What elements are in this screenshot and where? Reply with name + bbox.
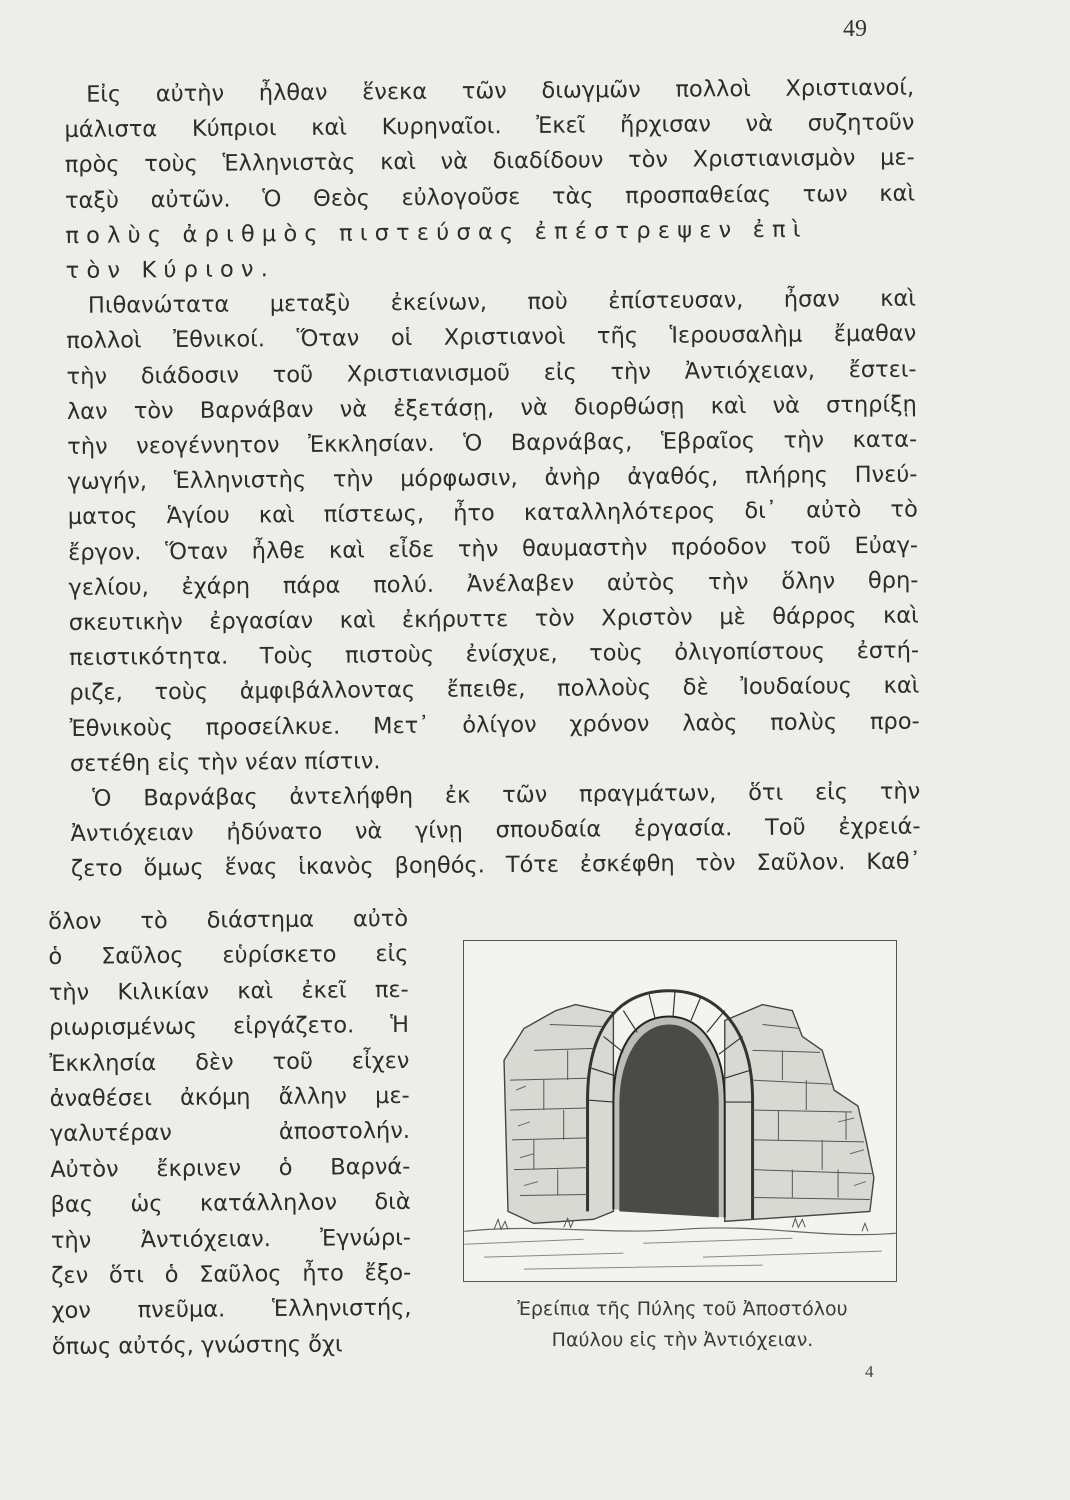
text-line: Ἐθνικοὺς προσείλκυε. Μετ᾽ ὀλίγον χρόνον λαὸς πολὺς προ- — [69, 708, 920, 742]
gate-ruins-illustration — [463, 940, 897, 1282]
text-line: γελίου, ἐχάρη πάρα πολύ. Ἀνέλαβεν αὐτὸς τὴν ὅλην θρη- — [68, 567, 919, 601]
main-text — [64, 71, 921, 888]
text-line: γαλυτέραν ἀποστολήν. — [49, 1118, 411, 1148]
text-line: τὴν νεογέννητον Ἐκκλησίαν. Ὁ Βαρνάβας, Ἑβραῖος τὴν κατα- — [67, 426, 918, 461]
text-line-spaced: πολὺς ἀριθμὸς πιστεύσας ἐπέστρεψεν ἐπὶ — [65, 216, 808, 249]
text-line: τὴν Ἀντιόχειαν. Ἐγνώρι- — [50, 1224, 412, 1254]
caption-line: Παύλου εἰς τὴν Ἀντιόχειαν. — [551, 1329, 814, 1351]
signature-mark: 4 — [865, 1362, 874, 1381]
text-line: πολλοὶ Ἐθνικοί. Ὅταν οἱ Χριστιανοὶ τῆς Ἱερουσαλὴμ ἔμαθαν — [66, 320, 917, 355]
text-line: πειστικότητα. Τοὺς πιστοὺς ἐνίσχυε, τοὺς ὀλιγοπίστους ἐστή- — [68, 637, 920, 672]
text-line: ριζε, τοὺς ἀμφιβάλλοντας ἔπειθε, πολλοὺς δὲ Ἰουδαίους καὶ — [69, 673, 920, 707]
caption-line: Ἐρείπια τῆς Πύλης τοῦ Ἀποστόλου — [517, 1298, 848, 1320]
text-line: ἀναθέσει ἀκόμη ἄλλην με- — [49, 1082, 410, 1113]
text-line: μάλιστα Κύπριοι καὶ Κυρηναῖοι. Ἐκεῖ ἤρχισαν νὰ συζητοῦν — [64, 109, 915, 144]
text-line: ὅπως αὐτός, γνώστης ὄχι — [51, 1331, 343, 1360]
text-line: ἔργον. Ὅταν ἦλθε καὶ εἶδε τὴν θαυμαστὴν πρόοδον τοῦ Εὐαγ- — [68, 532, 919, 566]
text-line: τὴν διάδοσιν τοῦ Χριστιανισμοῦ εἰς τὴν Ἀντιόχειαν, ἔστει- — [66, 356, 917, 390]
text-line: γωγήν, Ἑλληνιστὴς τὴν μόρφωσιν, ἀνὴρ ἀγαθός, πλήρης Πνεύ- — [67, 461, 918, 496]
text-line: ματος Ἁγίου καὶ πίστεως, ἦτο καταλληλότερος δι᾽ αὐτὸ τὸ — [67, 497, 918, 531]
text-line: ὅλον τὸ διάστημα αὐτὸ — [48, 905, 409, 935]
text-line: Ἀντιόχειαν ἠδύνατο νὰ γίνῃ σπουδαία ἐργασία. Τοῦ ἐχρειά- — [70, 813, 921, 848]
text-line: σκευτικὴν ἐργασίαν καὶ ἐκήρυττε τὸν Χριστὸν μὲ θάρρος καὶ — [68, 602, 919, 637]
text-line: Ἐκκλησία δὲν τοῦ εἶχεν — [49, 1047, 410, 1077]
text-line: ταξὺ αὐτῶν. Ὁ Θεὸς εὐλογοῦσε τὰς προσπαθείας των καὶ — [64, 180, 916, 214]
gate-ruins-drawing — [464, 941, 896, 1281]
text-line: ζεν ὅτι ὁ Σαῦλος ἦτο ἔξο- — [51, 1259, 412, 1290]
page-number: 49 — [843, 16, 867, 42]
text-line: τὴν Κιλικίαν καὶ ἐκεῖ πε- — [48, 976, 409, 1006]
text-line: χον πνεῦμα. Ἑλληνιστής, — [51, 1295, 412, 1325]
text-line: Ὁ Βαρνάβας ἀντελήφθη ἐκ τῶν πραγμάτων, ὅτι εἰς τὴν — [92, 778, 921, 812]
text-line: ζετο ὅμως ἕνας ἱκανὸς βοηθός. Τότε ἐσκέφθη τὸν Σαῦλον. Καθ᾽ — [70, 849, 921, 883]
text-line-spaced: τὸν Κύριον. — [65, 256, 276, 285]
text-line: βας ὡς κατάλληλον διὰ — [50, 1189, 411, 1219]
text-line: Εἰς αὐτὴν ἦλθαν ἕνεκα τῶν διωγμῶν πολλοὶ Χριστιανοί, — [86, 74, 915, 108]
text-line: ριωρισμένως εἰργάζετο. Ἡ — [48, 1012, 410, 1042]
text-line: ὁ Σαῦλος εὑρίσκετο εἰς — [48, 941, 409, 971]
text-line: Αὐτὸν ἔκρινεν ὁ Βαρνά- — [50, 1153, 411, 1183]
text-line: πρὸς τοὺς Ἑλληνιστὰς καὶ νὰ διαδίδουν τὸν Χριστιανισμὸν με- — [64, 144, 915, 179]
figure-caption — [460, 1294, 905, 1356]
text-line: σετέθη εἰς τὴν νέαν πίστιν. — [69, 748, 381, 777]
wrapped-text-column — [48, 902, 412, 1365]
text-line: Πιθανώτατα μεταξὺ ἐκείνων, ποὺ ἐπίστευσαν, ἦσαν καὶ — [87, 285, 917, 320]
text-line: λαν τὸν Βαρνάβαν νὰ ἐξετάσῃ, νὰ διορθώσῃ καὶ νὰ στηρίξῃ — [66, 391, 917, 425]
